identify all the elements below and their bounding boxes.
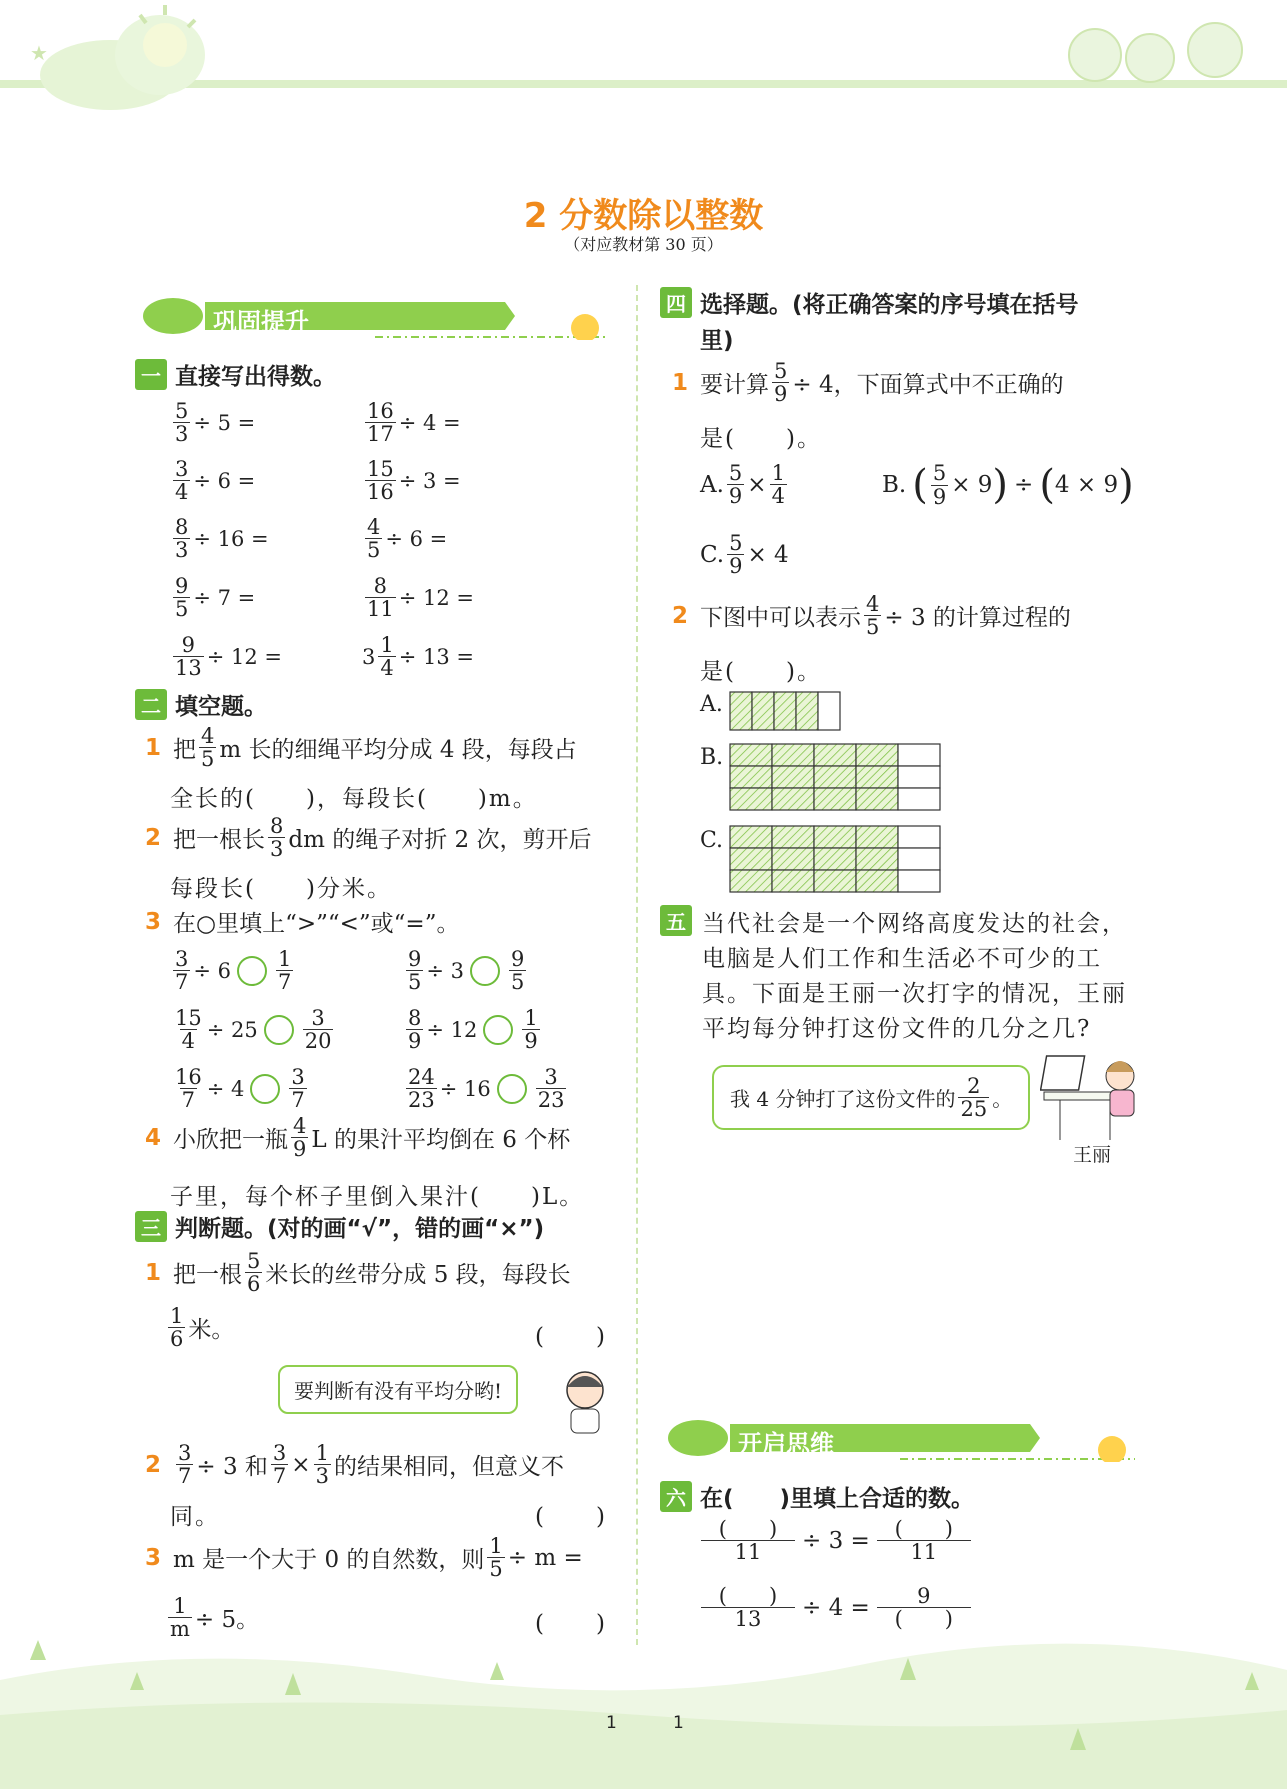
svg-text:★: ★ bbox=[30, 41, 48, 65]
operation: ÷ 16 bbox=[439, 1076, 491, 1101]
compare-item bbox=[170, 948, 296, 993]
text: 小欣把一瓶 bbox=[173, 1127, 289, 1154]
sec6-row-1 bbox=[700, 1518, 972, 1563]
section-3-heading bbox=[135, 1210, 544, 1243]
text: m 是一个大于 0 的自然数，则 bbox=[173, 1547, 485, 1574]
grid-cell bbox=[730, 870, 772, 892]
operation: ÷ 6 = bbox=[385, 526, 448, 551]
fig-label-c: C. bbox=[700, 828, 724, 853]
text: 把一根 bbox=[173, 1262, 243, 1289]
fraction: $\frac{( )}{11}$ bbox=[703, 1518, 793, 1563]
answer-paren[interactable]: ( ) bbox=[535, 1324, 607, 1350]
option-b[interactable]: B. ( $\frac{5}{9}$ × 9 ) ÷ ( 4 × 9 ) bbox=[882, 461, 1134, 509]
answer-paren[interactable]: ( ) bbox=[535, 1504, 607, 1530]
text: 的结果相同，但意义不 bbox=[333, 1454, 564, 1481]
sec2-q3-line bbox=[145, 905, 459, 938]
grid-cell bbox=[814, 788, 856, 810]
text: 在○里填上“>”“<”或“=”。 bbox=[173, 911, 460, 937]
fraction: $\frac{3}{20}$ bbox=[304, 1006, 332, 1054]
operation: ÷ 4 bbox=[206, 1076, 245, 1101]
footer-decoration bbox=[0, 1620, 1287, 1789]
sec3-q2-line2: 同。 bbox=[170, 1504, 220, 1530]
text: dm 的绳子对折 2 次，剪开后 bbox=[288, 827, 592, 854]
arithmetic-item bbox=[170, 516, 269, 561]
operation: ÷ 7 = bbox=[193, 585, 256, 610]
question-number: 2 bbox=[145, 1451, 162, 1478]
section-6-number: 六 bbox=[660, 1481, 692, 1512]
grid-cell bbox=[772, 766, 814, 788]
grid-cell bbox=[730, 766, 772, 788]
fraction: $\frac{9}{5}$ bbox=[511, 947, 525, 995]
text: 米。 bbox=[188, 1317, 235, 1344]
text: × bbox=[291, 1451, 311, 1478]
section-4-label: 选择题。(将正确答案的序号填在括号 bbox=[700, 292, 1079, 318]
operation: ÷ 4 = bbox=[398, 410, 461, 435]
sec2-q2-line2: 每段长( )分米。 bbox=[170, 876, 392, 902]
sec4-q2-line2: 是( )。 bbox=[700, 659, 822, 685]
fraction: $\frac{1}{5}$ bbox=[489, 1534, 503, 1582]
fraction: $\frac{5}{6}$ bbox=[247, 1249, 261, 1297]
section-5-heading bbox=[660, 905, 700, 936]
sec3-q1-line2 bbox=[165, 1305, 234, 1350]
fraction: $\frac{4}{5}$ bbox=[866, 592, 880, 640]
page-number-1: 1 bbox=[606, 1713, 617, 1733]
section-4-heading bbox=[660, 286, 1079, 319]
grid-cell bbox=[730, 826, 772, 848]
sec2-q1-line1 bbox=[145, 725, 577, 770]
arithmetic-item bbox=[362, 634, 474, 679]
grid-cell bbox=[772, 826, 814, 848]
text: ÷ 3 = bbox=[802, 1527, 870, 1554]
fraction: $\frac{1}{4}$ bbox=[380, 633, 394, 681]
fraction: $\frac{3}{7}$ bbox=[291, 1065, 305, 1113]
grid-cell bbox=[898, 870, 940, 892]
compare-circle[interactable] bbox=[250, 1074, 280, 1104]
fraction: $\frac{4}{9}$ bbox=[293, 1114, 307, 1162]
text: ÷ 5。 bbox=[194, 1607, 260, 1634]
grid-cell bbox=[730, 788, 772, 810]
arithmetic-item bbox=[362, 575, 474, 620]
section-1-number: 一 bbox=[135, 359, 167, 390]
fraction: $\frac{1}{6}$ bbox=[170, 1304, 184, 1352]
section-2-heading bbox=[135, 688, 267, 721]
fraction: $\frac{2}{25}$ bbox=[960, 1074, 988, 1122]
section-banner-right bbox=[660, 1412, 1140, 1462]
arithmetic-item bbox=[362, 400, 461, 445]
text: 把 bbox=[173, 737, 197, 764]
operation: ÷ 3 bbox=[426, 958, 465, 983]
girl-icon bbox=[555, 1365, 615, 1435]
page-number-2: 1 bbox=[673, 1713, 684, 1733]
fraction: $\frac{( )}{13}$ bbox=[703, 1585, 793, 1630]
header-decoration bbox=[0, 0, 1287, 120]
arithmetic-item bbox=[170, 400, 255, 445]
column-divider bbox=[636, 285, 638, 1645]
arithmetic-item bbox=[362, 516, 447, 561]
grid-cell bbox=[772, 744, 814, 766]
operation: ÷ 3 = bbox=[398, 468, 461, 493]
girl-computer-icon bbox=[1040, 1048, 1145, 1143]
fraction: $\frac{4}{5}$ bbox=[201, 724, 215, 772]
section-4-label-cont: 里) bbox=[700, 328, 734, 354]
sec5-line-1: 当代社会是一个网络高度发达的社会， bbox=[702, 911, 1127, 937]
fraction: $\frac{3}{7}$ bbox=[272, 1441, 287, 1489]
fraction: $\frac{15}{16}$ bbox=[367, 457, 394, 505]
operation: ÷ 12 = bbox=[206, 644, 282, 669]
operation: ÷ 6 bbox=[193, 958, 232, 983]
compare-circle[interactable] bbox=[497, 1074, 527, 1104]
fraction: $\frac{15}{4}$ bbox=[175, 1006, 202, 1054]
grid-cell bbox=[856, 870, 898, 892]
fraction: $\frac{4}{5}$ bbox=[367, 515, 381, 563]
operation: ÷ 6 = bbox=[193, 468, 256, 493]
compare-item bbox=[170, 1007, 336, 1052]
section-6-heading bbox=[660, 1480, 974, 1513]
fraction: $\frac{8}{3}$ bbox=[175, 515, 189, 563]
fraction: $\frac{16}{17}$ bbox=[367, 399, 394, 447]
grid-cell bbox=[856, 848, 898, 870]
sec2-q2-line1 bbox=[145, 815, 592, 860]
typing-bubble bbox=[712, 1065, 1030, 1130]
section-3-number: 三 bbox=[135, 1211, 167, 1242]
grid-cell bbox=[898, 766, 940, 788]
fraction: $\frac{9}{13}$ bbox=[175, 633, 202, 681]
fraction: $\frac{1}{9}$ bbox=[524, 1006, 538, 1054]
person-name: 王丽 bbox=[1073, 1144, 1112, 1166]
fraction: $\frac{16}{7}$ bbox=[175, 1065, 202, 1113]
section-banner-left bbox=[135, 290, 615, 340]
option-a[interactable]: A. $\frac{5}{9}$ × $\frac{1}{4}$ bbox=[700, 461, 785, 509]
text: ÷ 3 的计算过程的 bbox=[884, 605, 1071, 632]
question-number: 3 bbox=[145, 908, 162, 935]
banner-label: 巩固提升 bbox=[213, 308, 309, 336]
section-4-number: 四 bbox=[660, 287, 692, 318]
text: 要计算 bbox=[700, 372, 770, 399]
sec3-q1-line1 bbox=[145, 1250, 571, 1295]
fraction: $\frac{1}{3}$ bbox=[315, 1441, 329, 1489]
grid-cell bbox=[856, 744, 898, 766]
grid-cell bbox=[856, 788, 898, 810]
arithmetic-item bbox=[170, 634, 282, 679]
arithmetic-item bbox=[362, 458, 461, 503]
grid-cell bbox=[814, 848, 856, 870]
question-number: 4 bbox=[145, 1124, 162, 1151]
fraction: $\frac{1}{m}$ bbox=[170, 1594, 190, 1642]
fig-label-a: A. bbox=[700, 692, 723, 717]
text: 我 4 分钟打了这份文件的 bbox=[730, 1087, 956, 1112]
fig-label-b: B. bbox=[700, 745, 724, 770]
option-c-figure[interactable] bbox=[728, 824, 943, 896]
text: ÷ 4 = bbox=[802, 1594, 870, 1621]
text: m 长的细绳平均分成 4 段，每段占 bbox=[219, 737, 577, 764]
fraction: $\frac{8}{9}$ bbox=[408, 1006, 422, 1054]
question-number: 3 bbox=[145, 1544, 162, 1571]
hint-bubble: 要判断有没有平均分哟! bbox=[278, 1365, 518, 1414]
sec4-q1-line2: 是( )。 bbox=[700, 426, 822, 452]
sec5-line-4: 平均每分钟打这份文件的几分之几? bbox=[702, 1016, 1092, 1042]
text: 米长的丝带分成 5 段，每段长 bbox=[265, 1262, 571, 1289]
compare-circle[interactable] bbox=[237, 956, 267, 986]
section-6-label: 在( )里填上合适的数。 bbox=[700, 1486, 975, 1512]
fraction: $\frac{8}{3}$ bbox=[270, 814, 284, 862]
arithmetic-item bbox=[170, 458, 255, 503]
fraction: $\frac{3}{7}$ bbox=[175, 947, 189, 995]
operation: ÷ 12 bbox=[426, 1017, 478, 1042]
operation: ÷ 16 = bbox=[193, 526, 269, 551]
fraction: $\frac{3}{4}$ bbox=[175, 457, 189, 505]
grid-cell bbox=[898, 848, 940, 870]
grid-cell bbox=[898, 788, 940, 810]
fraction: $\frac{8}{11}$ bbox=[367, 574, 394, 622]
section-2-label: 填空题。 bbox=[175, 694, 267, 720]
whole-number: 3 bbox=[362, 644, 376, 669]
text: ÷ m = bbox=[507, 1544, 583, 1571]
section-3-label: 判断题。(对的画“√”，错的画“×”) bbox=[175, 1216, 545, 1242]
text: 把一根长 bbox=[173, 827, 266, 854]
compare-item bbox=[403, 1007, 543, 1052]
compare-circle[interactable] bbox=[470, 956, 500, 986]
grid-cell bbox=[772, 870, 814, 892]
text: ÷ 3 和 bbox=[196, 1454, 268, 1481]
fraction: $\frac{5}{9}$ bbox=[774, 359, 788, 407]
sec5-line-2: 电脑是人们工作和生活必不可少的工 bbox=[702, 946, 1102, 972]
grid-cell bbox=[814, 870, 856, 892]
compare-item bbox=[403, 948, 529, 993]
grid-cell bbox=[814, 744, 856, 766]
text: 。 bbox=[992, 1087, 1013, 1112]
compare-circle[interactable] bbox=[264, 1015, 294, 1045]
operation: ÷ 5 = bbox=[193, 410, 256, 435]
section-1-label: 直接写出得数。 bbox=[175, 364, 336, 390]
question-number: 1 bbox=[145, 734, 162, 761]
sec2-q4-line2: 子里，每个杯子里倒入果汁( )L。 bbox=[170, 1184, 585, 1210]
option-b-figure[interactable] bbox=[728, 742, 943, 814]
option-label: B. bbox=[882, 472, 907, 498]
sec2-q1-line2: 全长的( )，每段长( )m。 bbox=[170, 786, 538, 812]
fraction: $\frac{24}{23}$ bbox=[408, 1065, 435, 1113]
page-title: 2 分数除以整数 bbox=[523, 196, 764, 236]
sec3-q2-line1 bbox=[145, 1442, 564, 1487]
sec4-q1-line1 bbox=[672, 360, 1064, 405]
grid-cell bbox=[856, 826, 898, 848]
answer-paren[interactable]: ( ) bbox=[535, 1611, 607, 1637]
grid-cell bbox=[814, 766, 856, 788]
sec5-line-3: 具。下面是王丽一次打字的情况，王丽 bbox=[702, 981, 1127, 1007]
grid-cell bbox=[856, 766, 898, 788]
fraction: $\frac{9}{( )}$ bbox=[879, 1585, 969, 1630]
sec3-q3-line1 bbox=[145, 1535, 583, 1580]
fraction: $\frac{9}{5}$ bbox=[408, 947, 422, 995]
text: 下图中可以表示 bbox=[700, 605, 862, 632]
question-number: 2 bbox=[145, 824, 162, 851]
sec2-q4-line1 bbox=[145, 1115, 570, 1160]
fraction: $\frac{5}{3}$ bbox=[175, 399, 189, 447]
question-number: 2 bbox=[672, 602, 689, 629]
compare-item bbox=[170, 1066, 310, 1111]
option-c[interactable]: C. $\frac{5}{9}$ × 4 bbox=[700, 531, 789, 579]
grid-cell bbox=[730, 744, 772, 766]
compare-circle[interactable] bbox=[483, 1015, 513, 1045]
grid-cell bbox=[898, 744, 940, 766]
fraction: $\frac{3}{7}$ bbox=[178, 1441, 192, 1489]
grid-cell bbox=[898, 826, 940, 848]
section-5-number: 五 bbox=[660, 905, 692, 936]
text: ÷ 4，下面算式中不正确的 bbox=[792, 372, 1064, 399]
fraction: $\frac{3}{23}$ bbox=[537, 1065, 565, 1113]
option-label: C. bbox=[700, 541, 725, 568]
operation: ÷ 25 bbox=[206, 1017, 258, 1042]
arithmetic-item bbox=[170, 575, 255, 620]
grid-cell bbox=[814, 826, 856, 848]
operation: ÷ 13 = bbox=[398, 644, 475, 669]
section-1-heading bbox=[135, 358, 336, 391]
grid-cell bbox=[730, 848, 772, 870]
question-number: 1 bbox=[672, 369, 689, 396]
operation: ÷ 12 = bbox=[398, 585, 474, 610]
sec4-q2-line1 bbox=[672, 593, 1071, 638]
option-a-figure[interactable] bbox=[728, 690, 848, 732]
fraction: $\frac{( )}{11}$ bbox=[879, 1518, 969, 1563]
fraction: $\frac{9}{5}$ bbox=[175, 574, 189, 622]
compare-item bbox=[403, 1066, 569, 1111]
option-label: A. bbox=[700, 471, 724, 498]
text: L 的果汁平均倒在 6 个杯 bbox=[311, 1127, 571, 1154]
page-subtitle: （对应教材第 30 页） bbox=[564, 235, 723, 254]
section-2-number: 二 bbox=[135, 689, 167, 720]
fraction: $\frac{1}{7}$ bbox=[278, 947, 292, 995]
grid-cell bbox=[772, 788, 814, 810]
question-number: 1 bbox=[145, 1259, 162, 1286]
banner-label: 开启思维 bbox=[738, 1430, 834, 1458]
grid-cell bbox=[772, 848, 814, 870]
